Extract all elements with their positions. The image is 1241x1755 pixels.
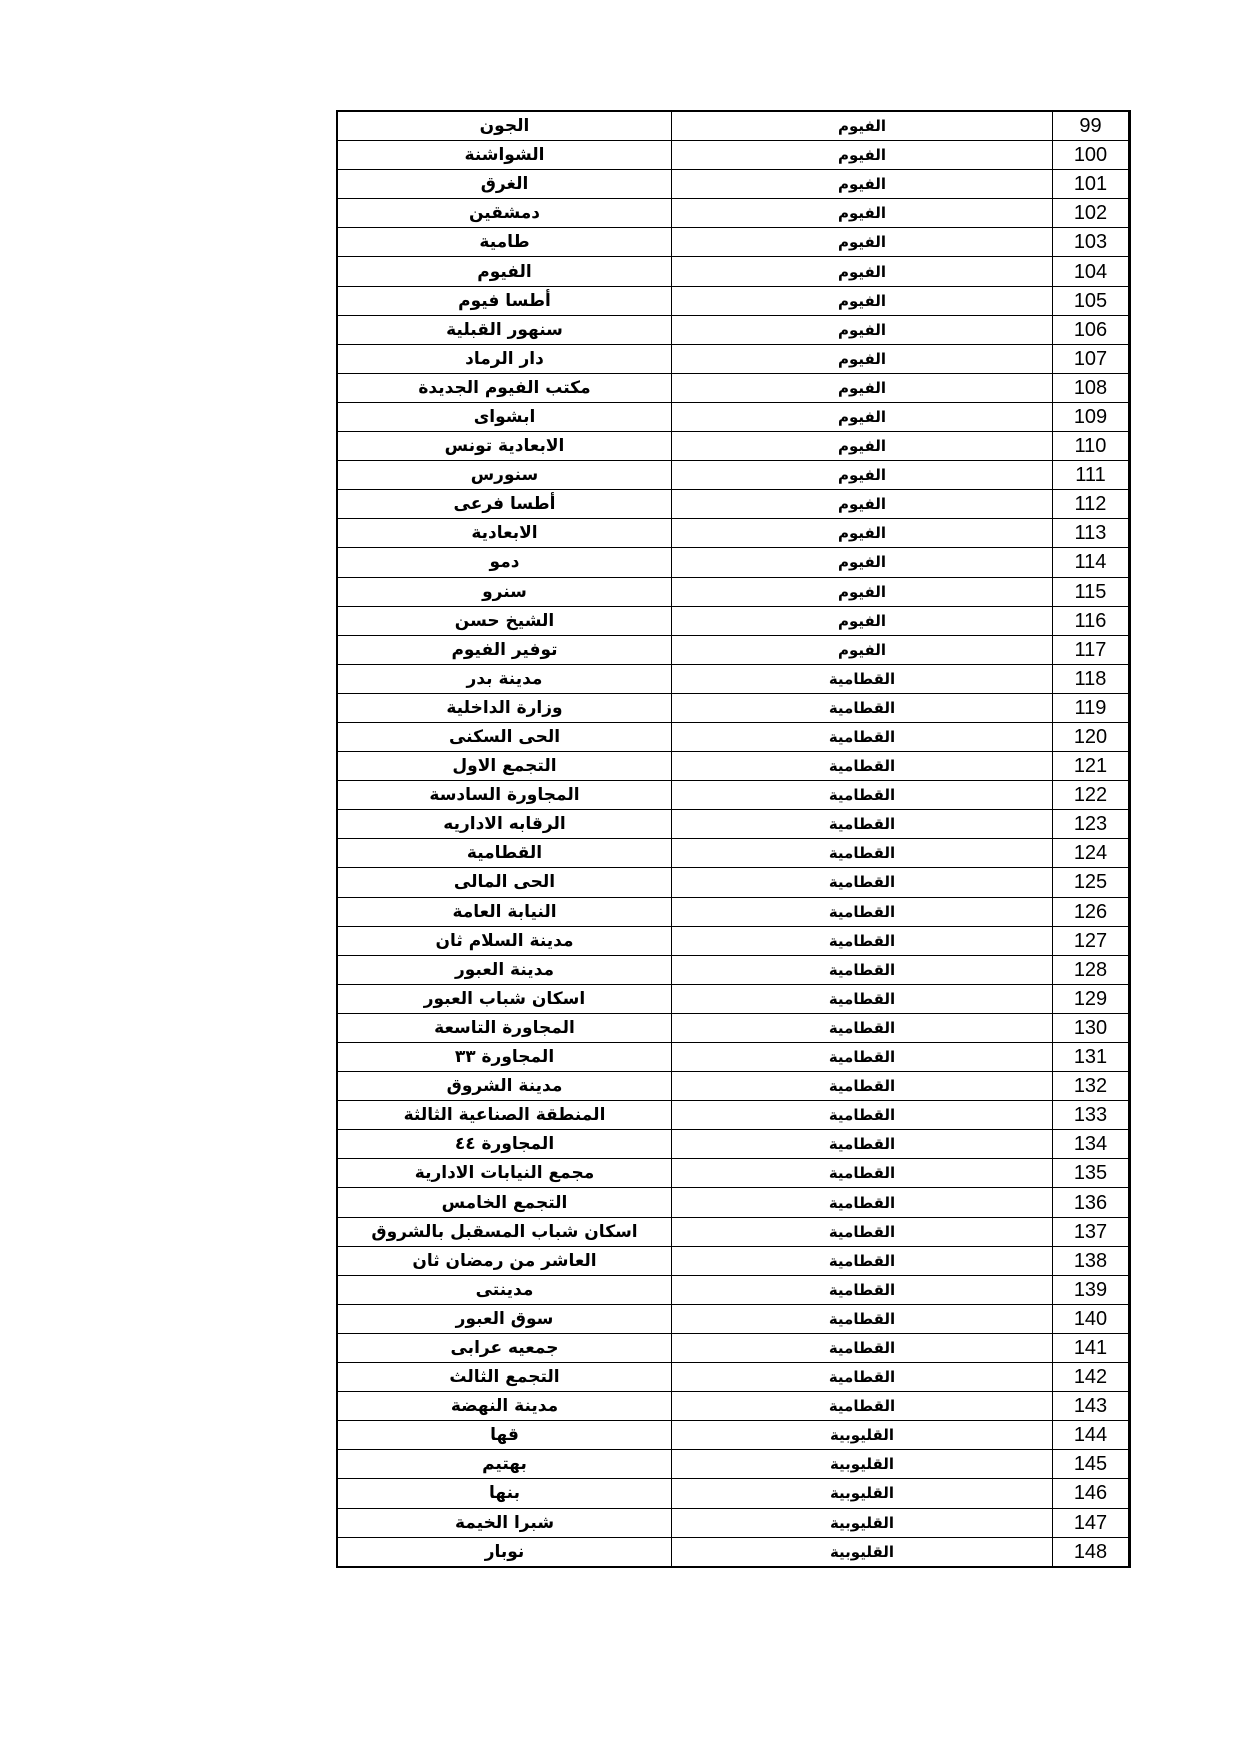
row-number-cell: 138 [1053,1246,1130,1275]
governorate-cell: القليوبية [672,1450,1053,1479]
row-number-cell: 116 [1053,606,1130,635]
place-cell: مجمع النيابات الادارية [337,1159,672,1188]
table-row [337,1159,1130,1188]
table-row [337,1130,1130,1159]
table-row [337,1450,1130,1479]
row-number-cell: 141 [1053,1333,1130,1362]
row-number-cell: 147 [1053,1508,1130,1537]
governorate-cell: القطامية [672,693,1053,722]
place-cell: التجمع الخامس [337,1188,672,1217]
table-row [337,257,1130,286]
table-row [337,519,1130,548]
row-number-cell: 100 [1053,141,1130,170]
row-number-cell: 144 [1053,1421,1130,1450]
table-row [337,170,1130,199]
place-cell: أطسا فرعى [337,490,672,519]
table-row [337,1537,1130,1567]
place-cell: مدينة السلام ثان [337,926,672,955]
table-row [337,1333,1130,1362]
row-number-cell: 112 [1053,490,1130,519]
table-row [337,897,1130,926]
row-number-cell: 101 [1053,170,1130,199]
governorate-cell: القطامية [672,1217,1053,1246]
place-cell: جمعيه عرابى [337,1333,672,1362]
row-number-cell: 120 [1053,722,1130,751]
row-number-cell: 111 [1053,461,1130,490]
governorate-cell: القطامية [672,1363,1053,1392]
place-cell: مدينة بدر [337,664,672,693]
place-cell: الفيوم [337,257,672,286]
governorate-cell: القطامية [672,664,1053,693]
place-cell: النيابة العامة [337,897,672,926]
place-cell: دمو [337,548,672,577]
row-number-cell: 108 [1053,373,1130,402]
place-cell: بنها [337,1479,672,1508]
governorate-cell: القليوبية [672,1421,1053,1450]
governorate-cell: القليوبية [672,1537,1053,1567]
governorate-cell: الفيوم [672,111,1053,141]
row-number-cell: 136 [1053,1188,1130,1217]
governorate-cell: القطامية [672,1130,1053,1159]
row-number-cell: 131 [1053,1043,1130,1072]
row-number-cell: 128 [1053,955,1130,984]
table-row [337,1246,1130,1275]
table-row [337,1392,1130,1421]
place-cell: بهتيم [337,1450,672,1479]
governorate-cell: الفيوم [672,170,1053,199]
row-number-cell: 130 [1053,1013,1130,1042]
governorate-cell: القطامية [672,955,1053,984]
governorate-cell: الفيوم [672,606,1053,635]
row-number-cell: 125 [1053,868,1130,897]
governorate-cell: القطامية [672,722,1053,751]
row-number-cell: 132 [1053,1072,1130,1101]
table-row [337,984,1130,1013]
place-cell: سنهور القبلية [337,315,672,344]
row-number-cell: 140 [1053,1304,1130,1333]
row-number-cell: 135 [1053,1159,1130,1188]
row-number-cell: 113 [1053,519,1130,548]
row-number-cell: 129 [1053,984,1130,1013]
table-row [337,1421,1130,1450]
row-number-cell: 117 [1053,635,1130,664]
governorate-cell: القطامية [672,1392,1053,1421]
place-cell: دار الرماد [337,344,672,373]
table-row [337,810,1130,839]
table-row [337,228,1130,257]
place-cell: ابشواى [337,402,672,431]
row-number-cell: 102 [1053,199,1130,228]
row-number-cell: 122 [1053,781,1130,810]
place-cell: العاشر من رمضان ثان [337,1246,672,1275]
place-cell: المجاورة التاسعة [337,1013,672,1042]
governorate-cell: القطامية [672,1275,1053,1304]
place-cell: اسكان شباب المسقبل بالشروق [337,1217,672,1246]
place-cell: اسكان شباب العبور [337,984,672,1013]
table-row [337,664,1130,693]
row-number-cell: 133 [1053,1101,1130,1130]
place-cell: نوبار [337,1537,672,1567]
place-cell: الشواشنة [337,141,672,170]
table-row [337,1217,1130,1246]
governorate-cell: الفيوم [672,490,1053,519]
row-number-cell: 104 [1053,257,1130,286]
place-cell: الشيخ حسن [337,606,672,635]
row-number-cell: 119 [1053,693,1130,722]
row-number-cell: 137 [1053,1217,1130,1246]
place-cell: الابعادية [337,519,672,548]
governorate-cell: الفيوم [672,315,1053,344]
table-row [337,926,1130,955]
governorate-cell: القطامية [672,897,1053,926]
table-row [337,1013,1130,1042]
place-cell: سنورس [337,461,672,490]
table-row [337,432,1130,461]
row-number-cell: 126 [1053,897,1130,926]
governorate-cell: الفيوم [672,577,1053,606]
governorate-cell: الفيوم [672,548,1053,577]
table-row [337,752,1130,781]
governorate-cell: القطامية [672,1101,1053,1130]
place-cell: مدينة النهضة [337,1392,672,1421]
row-number-cell: 99 [1053,111,1130,141]
governorate-cell: الفيوم [672,432,1053,461]
place-cell: مكتب الفيوم الجديدة [337,373,672,402]
governorate-cell: القطامية [672,1304,1053,1333]
table-row [337,1275,1130,1304]
row-number-cell: 106 [1053,315,1130,344]
table-row [337,577,1130,606]
table-row [337,781,1130,810]
place-cell: مدينة العبور [337,955,672,984]
table-row [337,490,1130,519]
place-cell: طامية [337,228,672,257]
row-number-cell: 110 [1053,432,1130,461]
row-number-cell: 118 [1053,664,1130,693]
place-cell: الرقابه الاداريه [337,810,672,839]
place-cell: المنطقة الصناعية الثالثة [337,1101,672,1130]
table-row [337,722,1130,751]
row-number-cell: 145 [1053,1450,1130,1479]
governorate-cell: الفيوم [672,228,1053,257]
governorate-cell: الفيوم [672,635,1053,664]
table-row [337,373,1130,402]
place-cell: الحى السكنى [337,722,672,751]
place-cell: الغرق [337,170,672,199]
governorate-cell: القطامية [672,1043,1053,1072]
governorate-cell: القطامية [672,781,1053,810]
table-row [337,141,1130,170]
place-cell: توفير الفيوم [337,635,672,664]
row-number-cell: 114 [1053,548,1130,577]
governorate-cell: الفيوم [672,344,1053,373]
place-cell: أطسا فيوم [337,286,672,315]
governorate-cell: الفيوم [672,141,1053,170]
governorate-cell: القليوبية [672,1508,1053,1537]
table-row [337,111,1130,141]
row-number-cell: 127 [1053,926,1130,955]
governorate-cell: القليوبية [672,1479,1053,1508]
governorate-cell: القطامية [672,1072,1053,1101]
row-number-cell: 115 [1053,577,1130,606]
table-row [337,1363,1130,1392]
governorate-cell: القطامية [672,1333,1053,1362]
governorate-cell: الفيوم [672,461,1053,490]
offices-table-body [337,111,1130,1567]
row-number-cell: 134 [1053,1130,1130,1159]
place-cell: دمشقين [337,199,672,228]
place-cell: المجاورة السادسة [337,781,672,810]
governorate-cell: القطامية [672,984,1053,1013]
row-number-cell: 124 [1053,839,1130,868]
row-number-cell: 121 [1053,752,1130,781]
table-row [337,1508,1130,1537]
table-row [337,344,1130,373]
table-row [337,286,1130,315]
offices-table [336,110,1131,1568]
table-row [337,693,1130,722]
place-cell: مدينة الشروق [337,1072,672,1101]
row-number-cell: 146 [1053,1479,1130,1508]
governorate-cell: القطامية [672,868,1053,897]
governorate-cell: القطامية [672,752,1053,781]
table-row [337,606,1130,635]
governorate-cell: الفيوم [672,199,1053,228]
table-row [337,1043,1130,1072]
governorate-cell: القطامية [672,1159,1053,1188]
place-cell: التجمع الثالث [337,1363,672,1392]
place-cell: سوق العبور [337,1304,672,1333]
governorate-cell: القطامية [672,1013,1053,1042]
table-row [337,635,1130,664]
table-row [337,402,1130,431]
governorate-cell: الفيوم [672,286,1053,315]
table-row [337,548,1130,577]
place-cell: الابعادية تونس [337,432,672,461]
place-cell: مدينتى [337,1275,672,1304]
table-row [337,461,1130,490]
table-row [337,1101,1130,1130]
table-row [337,955,1130,984]
row-number-cell: 107 [1053,344,1130,373]
table-row [337,1304,1130,1333]
table-row [337,839,1130,868]
row-number-cell: 109 [1053,402,1130,431]
governorate-cell: الفيوم [672,257,1053,286]
governorate-cell: القطامية [672,839,1053,868]
table-row [337,1479,1130,1508]
governorate-cell: القطامية [672,1188,1053,1217]
place-cell: الجون [337,111,672,141]
row-number-cell: 148 [1053,1537,1130,1567]
governorate-cell: الفيوم [672,373,1053,402]
place-cell: وزارة الداخلية [337,693,672,722]
row-number-cell: 123 [1053,810,1130,839]
place-cell: القطامية [337,839,672,868]
place-cell: قها [337,1421,672,1450]
place-cell: الحى المالى [337,868,672,897]
governorate-cell: القطامية [672,1246,1053,1275]
governorate-cell: القطامية [672,810,1053,839]
table-row [337,868,1130,897]
place-cell: المجاورة ٤٤ [337,1130,672,1159]
row-number-cell: 142 [1053,1363,1130,1392]
row-number-cell: 139 [1053,1275,1130,1304]
table-row [337,199,1130,228]
place-cell: سنرو [337,577,672,606]
table-row [337,1188,1130,1217]
row-number-cell: 103 [1053,228,1130,257]
place-cell: المجاورة ٣٣ [337,1043,672,1072]
governorate-cell: الفيوم [672,519,1053,548]
table-row [337,315,1130,344]
governorate-cell: الفيوم [672,402,1053,431]
row-number-cell: 105 [1053,286,1130,315]
table-row [337,1072,1130,1101]
governorate-cell: القطامية [672,926,1053,955]
row-number-cell: 143 [1053,1392,1130,1421]
place-cell: شبرا الخيمة [337,1508,672,1537]
place-cell: التجمع الاول [337,752,672,781]
